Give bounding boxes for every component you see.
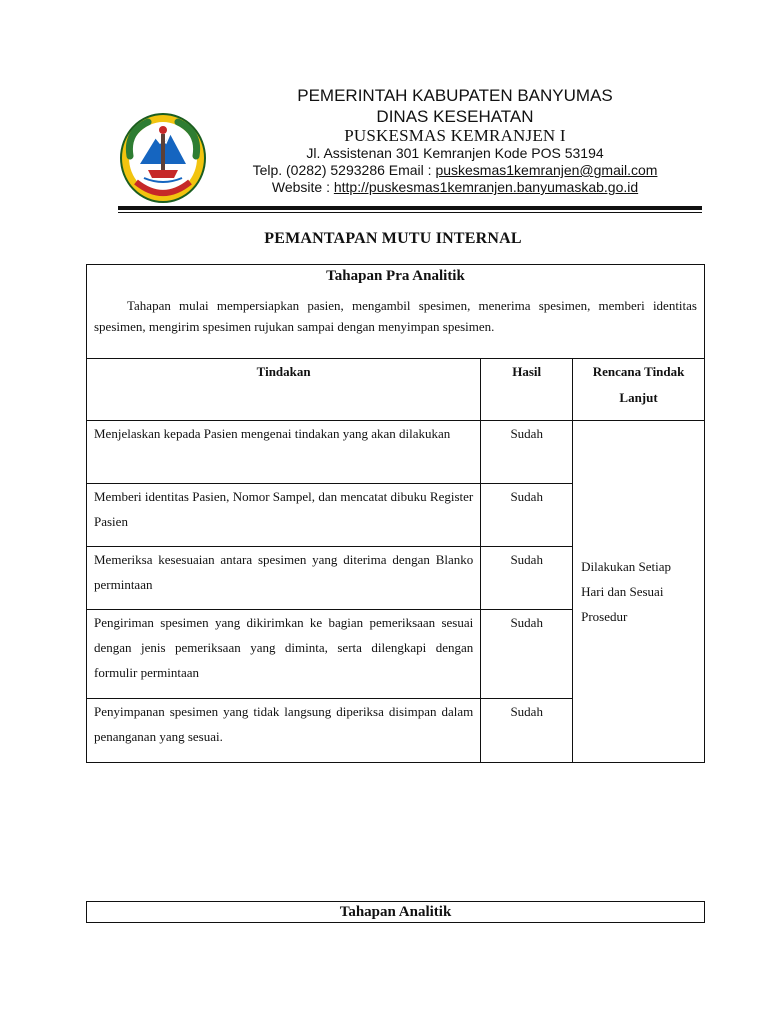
action-cell: Penyimpanan spesimen yang tidak langsung diperiksa disimpan dalam penanganan yang sesuai. <box>87 699 481 763</box>
document-title: PEMANTAPAN MUTU INTERNAL <box>264 230 522 247</box>
analytic-section-title: Tahapan Analitik <box>86 901 705 923</box>
letterhead-contact <box>215 162 695 178</box>
column-header-row <box>87 359 705 421</box>
letterhead-puskesmas: PUSKESMAS KEMRANJEN I <box>344 126 566 145</box>
section-description-wrapper <box>87 295 704 337</box>
followup-cell: Dilakukan Setiap Hari dan Sesuai Prosedur <box>573 421 705 763</box>
letterhead-department: DINAS KESEHATAN <box>376 107 534 126</box>
letterhead-email-link[interactable]: puskesmas1kemranjen@gmail.com <box>435 162 658 178</box>
result-cell: Sudah <box>481 421 573 484</box>
result-cell: Sudah <box>481 547 573 610</box>
action-cell: Menjelaskan kepada Pasien mengenai tindakan yang akan dilakukan <box>87 421 481 484</box>
column-header-followup-line1: Rencana Tindak <box>592 364 685 379</box>
letterhead-divider-thin <box>118 212 702 213</box>
table-row <box>87 421 705 484</box>
action-cell: Memberi identitas Pasien, Nomor Sampel, dan mencatat dibuku Register Pasien <box>87 484 481 547</box>
banyumas-regency-emblem <box>118 112 208 204</box>
result-cell: Sudah <box>481 610 573 699</box>
section-header-cell <box>87 265 705 359</box>
letterhead-address: Jl. Assistenan 301 Kemranjen Kode POS 53194 <box>306 145 604 161</box>
letterhead-website-label: Website : <box>271 179 334 195</box>
column-header-followup-line2: Lanjut <box>619 390 658 405</box>
section-title: Tahapan Pra Analitik <box>326 268 465 284</box>
action-cell: Memeriksa kesesuaian antara spesimen yang diterima dengan Blanko permintaan <box>87 547 481 610</box>
letterhead-divider-thick <box>118 206 702 210</box>
result-cell: Sudah <box>481 699 573 763</box>
letterhead-website-line <box>215 179 695 195</box>
pre-analytic-table <box>86 264 705 763</box>
letterhead-government: PEMERINTAH KABUPATEN BANYUMAS <box>297 86 613 105</box>
section-header-row <box>87 265 705 359</box>
column-header-followup <box>573 359 705 421</box>
letterhead-phone: Telp. (0282) 5293286 Email : <box>252 162 436 178</box>
action-cell: Pengiriman spesimen yang dikirimkan ke bagian pemeriksaan sesuai dengan jenis pemeriksaan yang diminta, serta dilengkapi dengan formulir permintaan <box>87 610 481 699</box>
column-header-action: Tindakan <box>87 359 481 421</box>
column-header-result: Hasil <box>481 359 573 421</box>
section-description: Tahapan mulai mempersiapkan pasien, mengambil spesimen, menerima spesimen, memberi identitas spesimen, mengirim spesimen rujukan sampai dengan menyimpan spesimen. <box>94 298 697 334</box>
result-cell: Sudah <box>481 484 573 547</box>
letterhead-website-link[interactable]: http://puskesmas1kemranjen.banyumaskab.go.id <box>333 179 639 195</box>
